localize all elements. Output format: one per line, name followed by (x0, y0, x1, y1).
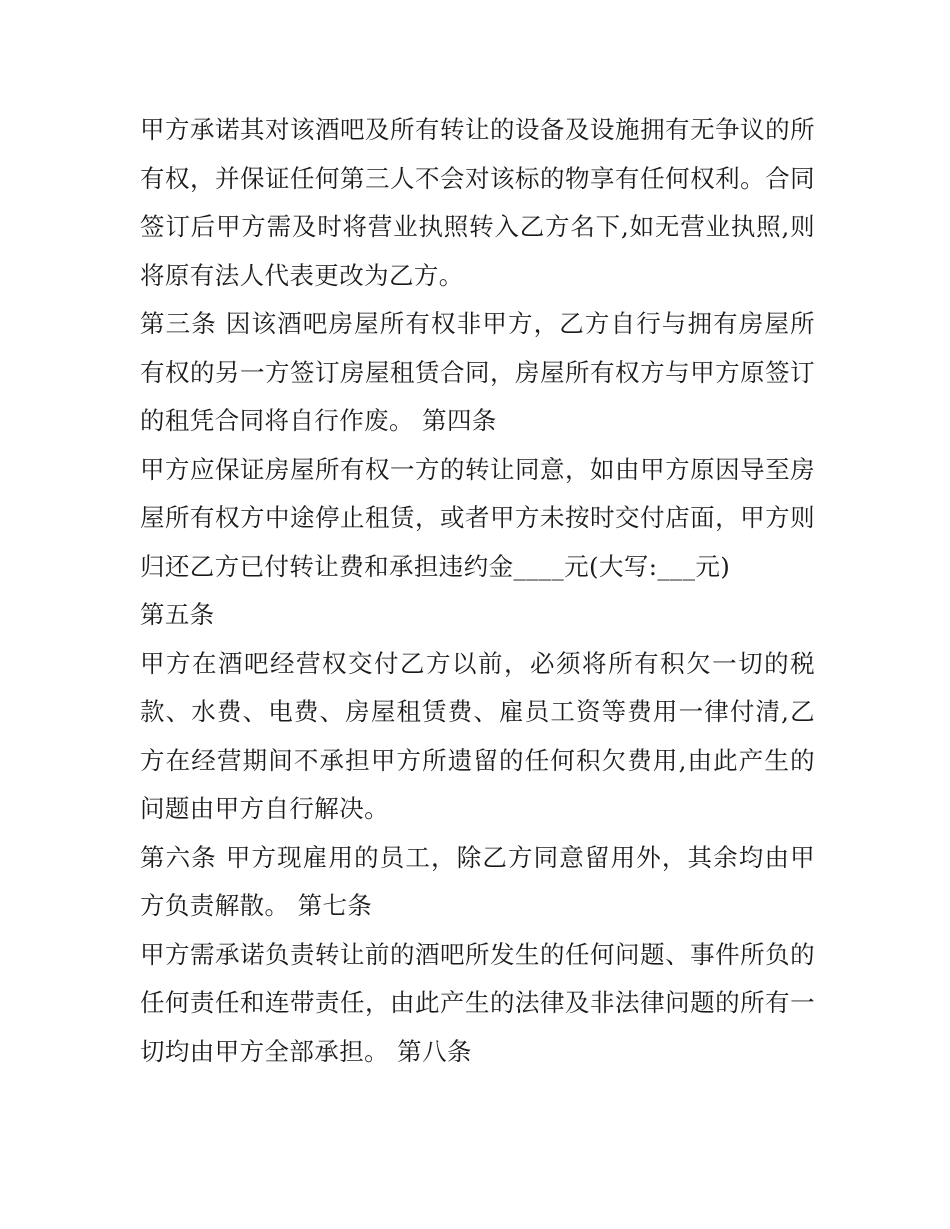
paragraph-article-6: 第六条 甲方现雇用的员工，除乙方同意留用外，其余均由甲方负责解散。 第七条 (140, 842, 815, 920)
paragraph-ownership-guarantee: 甲方承诺其对该酒吧及所有转让的设备及设施拥有无争议的所有权，并保证任何第三人不会对该标的物享有任何权利。合同签订后甲方需及时将营业执照转入乙方名下,如无营业执照,则将原有法人代表更改为乙方。 (140, 115, 815, 290)
paragraph-article-7-body: 甲方需承诺负责转让前的酒吧所发生的任何问题、事件所负的任何责任和连带责任，由此产生的法律及非法律问题的所有一切均由甲方全部承担。 第八条 (140, 939, 815, 1066)
paragraph-article-3: 第三条 因该酒吧房屋所有权非甲方，乙方自行与拥有房屋所有权的另一方签订房屋租赁合同，房屋所有权方与甲方原签订的租凭合同将自行作废。 第四条 (140, 309, 815, 435)
document-body (140, 106, 815, 1076)
paragraph-article-4-body: 甲方应保证房屋所有权一方的转让同意，如由甲方原因导至房屋所有权方中途停止租赁，或者甲方未按时交付店面，甲方则归还乙方已付转让费和承担违约金____元(大写:___元) (140, 454, 815, 581)
paragraph-article-5-body: 甲方在酒吧经营权交付乙方以前，必须将所有积欠一切的税款、水费、电费、房屋租赁费、雇员工资等费用一律付清,乙方在经营期间不承担甲方所遗留的任何积欠费用,由此产生的问题由甲方自行解决。 (140, 648, 815, 823)
paragraph-article-5-heading: 第五条 (140, 600, 215, 629)
